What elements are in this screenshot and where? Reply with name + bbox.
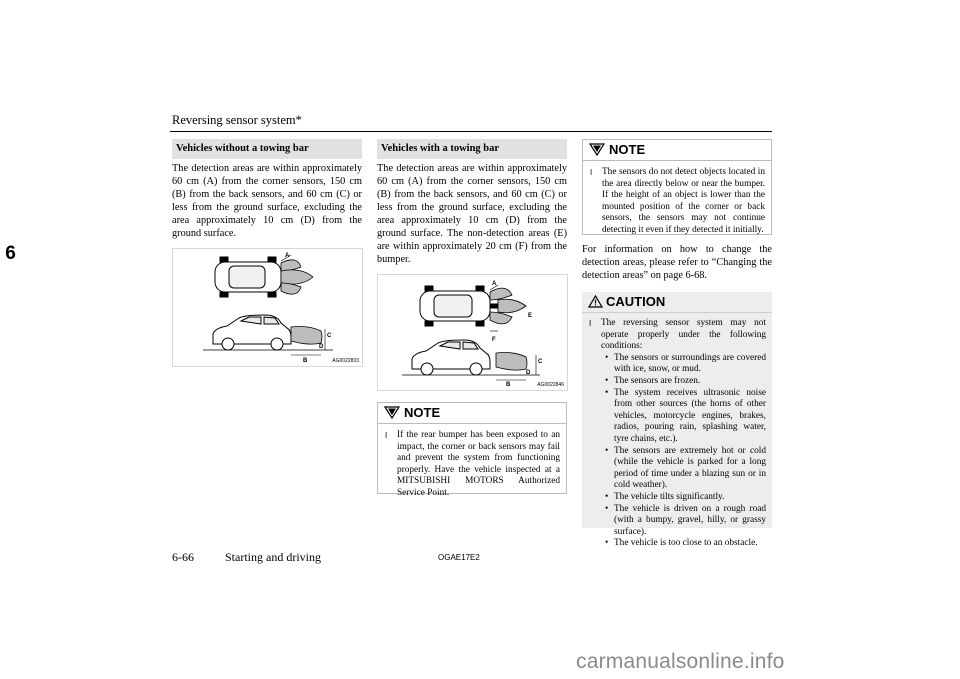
figure-code: AG0022833 <box>332 358 359 364</box>
warning-triangle-icon <box>588 295 603 313</box>
label-f: F <box>492 337 496 343</box>
figure-detection-without-towing-bar <box>172 248 363 367</box>
note-text: The sensors do not detect objects located in the area directly below or near the bumper. If the height of an object is lower than the mounted position of the corner or back sensors, the sensors may not continue detecting it even if they detected it initially. <box>602 167 765 235</box>
header-rule <box>170 131 772 132</box>
note-header <box>378 403 566 424</box>
note-text: If the rear bumper has been exposed to an impact, the corner or back sensors may fail and prevent the system from functioning properly. Have the vehicle inspected at a MITSUBISHI MOTORS Authorized Service Point. <box>397 430 560 498</box>
label-d: D <box>319 344 324 350</box>
label-c: C <box>538 359 543 365</box>
figure-code: AG0022846 <box>537 382 564 388</box>
label-b: B <box>303 358 308 364</box>
list-item: • The sensors are extremely hot or cold (while the vehicle is parked for a long period of time under a blazing sun or in cold weather). <box>605 445 766 491</box>
list-item: • The sensors are frozen. <box>605 375 701 386</box>
car-top-view <box>215 257 281 297</box>
caution-header <box>582 292 772 313</box>
caution-box <box>582 292 772 549</box>
car-top-view <box>420 286 498 326</box>
document-code: OGAE17E2 <box>438 553 480 562</box>
note-icon <box>384 406 400 424</box>
label-a: A <box>285 253 290 259</box>
watermark: carmanualsonline.info <box>576 650 785 673</box>
detection-area-diagram-towing <box>378 275 567 390</box>
label-c: C <box>327 333 332 339</box>
list-item: • The vehicle tilts significantly. <box>605 491 725 502</box>
chapter-tab: 6 <box>5 243 16 264</box>
note-label: NOTE <box>609 142 646 157</box>
note-icon <box>589 143 605 161</box>
note-label: NOTE <box>404 405 441 420</box>
bullet-icon: l <box>590 168 593 177</box>
car-side-view <box>213 315 291 350</box>
label-b: B <box>506 382 511 388</box>
list-item: • The system receives ultrasonic noise from other sources (the horns of other vehicles, motorcycle engines, brakes, radios, pouring rain, splashing water, tyre chains, etc.). <box>605 387 766 444</box>
label-a: A <box>492 281 497 287</box>
caution-label: CAUTION <box>606 294 666 309</box>
caution-intro <box>589 318 766 550</box>
note-item <box>378 424 566 506</box>
caution-intro-text: The reversing sensor system may not operate properly under the following conditions: <box>601 318 766 352</box>
side-detection-zone <box>291 327 322 345</box>
note-box-detection <box>582 139 772 235</box>
page-header-title: Reversing sensor system* <box>172 113 302 127</box>
bullet-icon: l <box>385 431 388 440</box>
detection-area-diagram <box>173 249 362 366</box>
section-heading-without-towing-bar: Vehicles without a towing bar <box>172 139 362 159</box>
col3-body-text: For information on how to change the detection areas, please refer to “Changing the detection areas” on page 6-68. <box>582 244 772 281</box>
list-item: • The vehicle is driven on a rough road (with a bumpy, gravel, hilly, or grassy surface). <box>605 503 766 537</box>
section-heading-with-towing-bar: Vehicles with a towing bar <box>377 139 567 159</box>
note-box-bumper <box>377 402 567 498</box>
list-item: • The vehicle is too close to an obstacle. <box>605 538 758 549</box>
list-item: • The sensors or surroundings are covered with ice, snow, or mud. <box>605 352 766 375</box>
label-e: E <box>528 313 533 319</box>
col1-body-text: The detection areas are within approximately 60 cm (A) from the corner sensors, 150 cm (B) from the back sensors, and 60 cm (C) or less from the ground surface, excluding the area approximately 10 cm (D) from the ground surface. <box>172 163 362 239</box>
side-detection-zone <box>496 353 527 371</box>
figure-detection-with-towing-bar <box>377 274 568 391</box>
car-side-view <box>412 340 490 375</box>
footer-section-title: Starting and driving <box>225 550 321 564</box>
page-number: 6-66 <box>172 550 194 564</box>
top-detection-zones <box>281 260 313 294</box>
col2-body-text: The detection areas are within approximately 60 cm (A) from the corner sensors, 150 cm (B) from the back sensors, and 60 cm (C) or less from the ground surface, excluding the area approximately 10 cm (D) from the ground surface. The non-detection areas (E) are within approximately 20 cm (F) from the bumper. <box>377 163 567 265</box>
caution-conditions-list <box>601 353 766 550</box>
bullet-icon: l <box>589 319 592 328</box>
caution-body <box>582 313 772 554</box>
label-d: D <box>526 370 531 376</box>
note-item <box>583 161 771 243</box>
note-header <box>583 140 771 161</box>
